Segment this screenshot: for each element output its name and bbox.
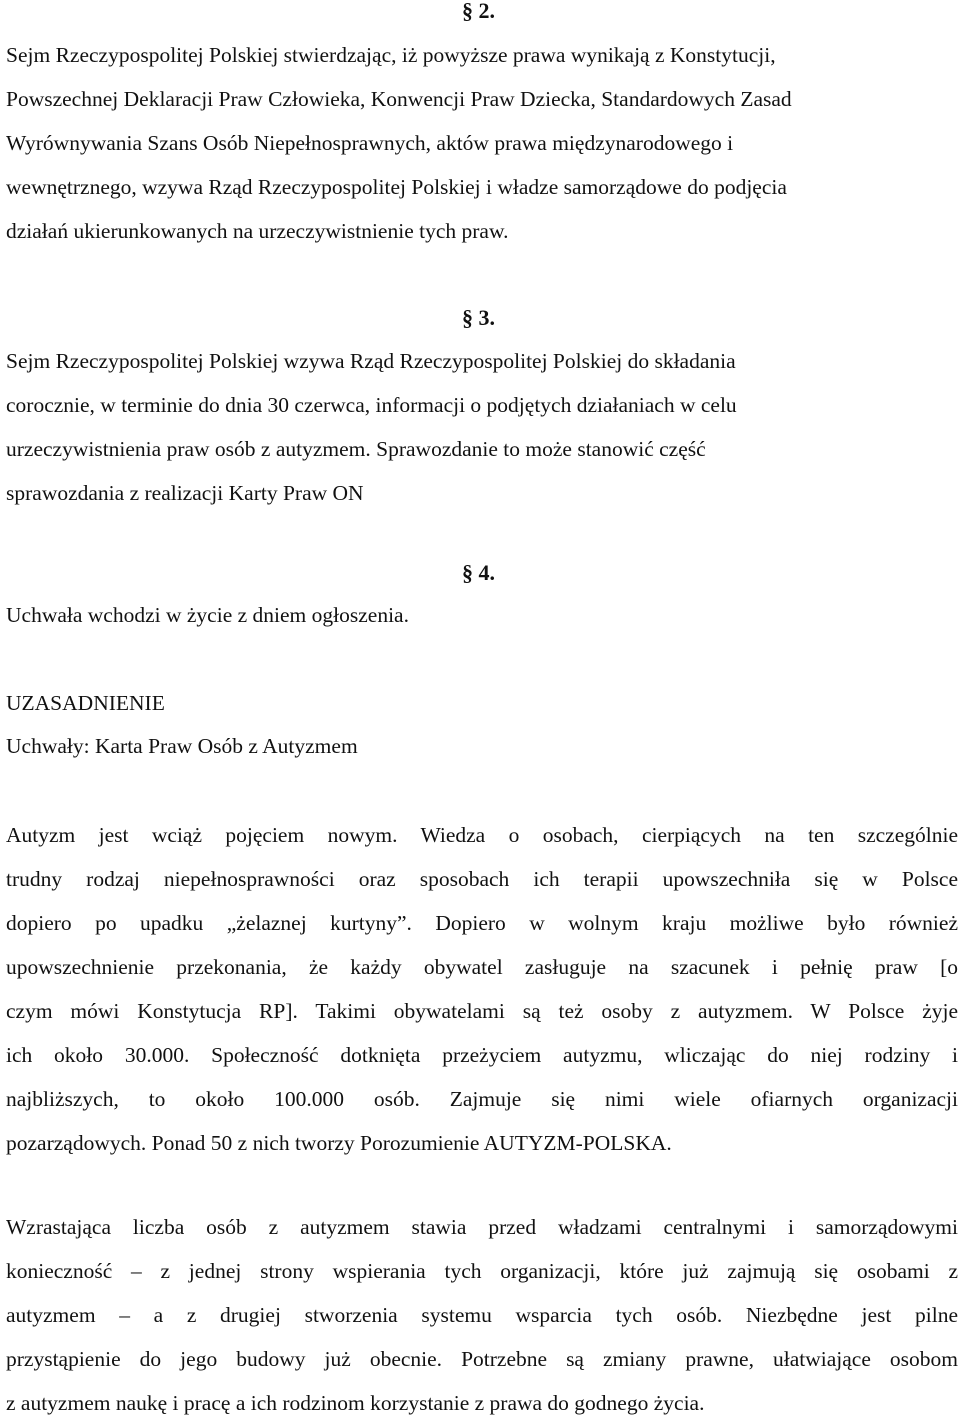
text-line: najbliższych, to około 100.000 osób. Zajmuje się nimi wiele ofiarnych organizacji [6,1087,958,1111]
text-line: pozarządowych. Ponad 50 z nich tworzy Porozumienie AUTYZM-POLSKA. [6,1131,672,1155]
text-line: ich około 30.000. Społeczność dotknięta przeżyciem autyzmu, wliczając do niej rodziny i [6,1043,958,1067]
text-line: upowszechnienie przekonania, że każdy obywatel zasługuje na szacunek i pełnię praw [o [6,955,958,979]
justification-paragraph-2 [6,1205,958,1425]
section-3-heading: § 3. [462,305,495,330]
text-line: Wyrównywania Szans Osób Niepełnosprawnych, aktów prawa międzynarodowego i [6,131,734,155]
section-2-heading: § 2. [462,0,495,23]
text-line: z autyzmem naukę i pracę a ich rodzinom korzystanie z prawa do godnego życia. [6,1391,705,1415]
text-line: Sejm Rzeczypospolitej Polskiej stwierdzając, iż powyższe prawa wynikają z Konstytucji, [6,43,776,67]
section-4-text: Uchwała wchodzi w życie z dniem ogłoszenia. [6,603,409,627]
text-line: dopiero po upadku „żelaznej kurtyny”. Dopiero w wolnym kraju możliwe było również [6,911,958,935]
text-line: wewnętrznego, wzywa Rząd Rzeczypospolitej Polskiej i władze samorządowe do podjęcia [6,175,787,199]
justification-subtitle: Uchwały: Karta Praw Osób z Autyzmem [6,734,358,758]
text-line: Wzrastająca liczba osób z autyzmem stawia przed władzami centralnymi i samorządowymi [6,1215,958,1239]
text-line: urzeczywistnienia praw osób z autyzmem. Sprawozdanie to może stanowić część [6,437,706,461]
text-line: Sejm Rzeczypospolitej Polskiej wzywa Rząd Rzeczypospolitej Polskiej do składania [6,349,736,373]
section-3-paragraph [6,339,958,515]
text-line: trudny rodzaj niepełnosprawności oraz sposobach ich terapii upowszechniła się w Polsce [6,867,958,891]
justification-title: UZASADNIENIE [6,691,165,715]
section-4-heading: § 4. [462,560,495,585]
text-line: konieczność – z jednej strony wspierania tych organizacji, które już zajmują się osobami z [6,1259,958,1283]
text-line: czym mówi Konstytucja RP]. Takimi obywatelami są też osoby z autyzmem. W Polsce żyje [6,999,958,1023]
text-line: corocznie, w terminie do dnia 30 czerwca, informacji o podjętych działaniach w celu [6,393,737,417]
section-2-paragraph [6,33,958,253]
text-line: Powszechnej Deklaracji Praw Człowieka, Konwencji Praw Dziecka, Standardowych Zasad [6,87,792,111]
justification-paragraph-1 [6,813,958,1165]
text-line: autyzmem – a z drugiej stworzenia systemu wsparcia tych osób. Niezbędne jest pilne [6,1303,958,1327]
text-line: sprawozdania z realizacji Karty Praw ON [6,481,364,505]
text-line: przystąpienie do jego budowy już obecnie. Potrzebne są zmiany prawne, ułatwiające osobom [6,1347,958,1371]
text-line: działań ukierunkowanych na urzeczywistnienie tych praw. [6,219,509,243]
text-line: Autyzm jest wciąż pojęciem nowym. Wiedza o osobach, cierpiących na ten szczególnie [6,823,958,847]
